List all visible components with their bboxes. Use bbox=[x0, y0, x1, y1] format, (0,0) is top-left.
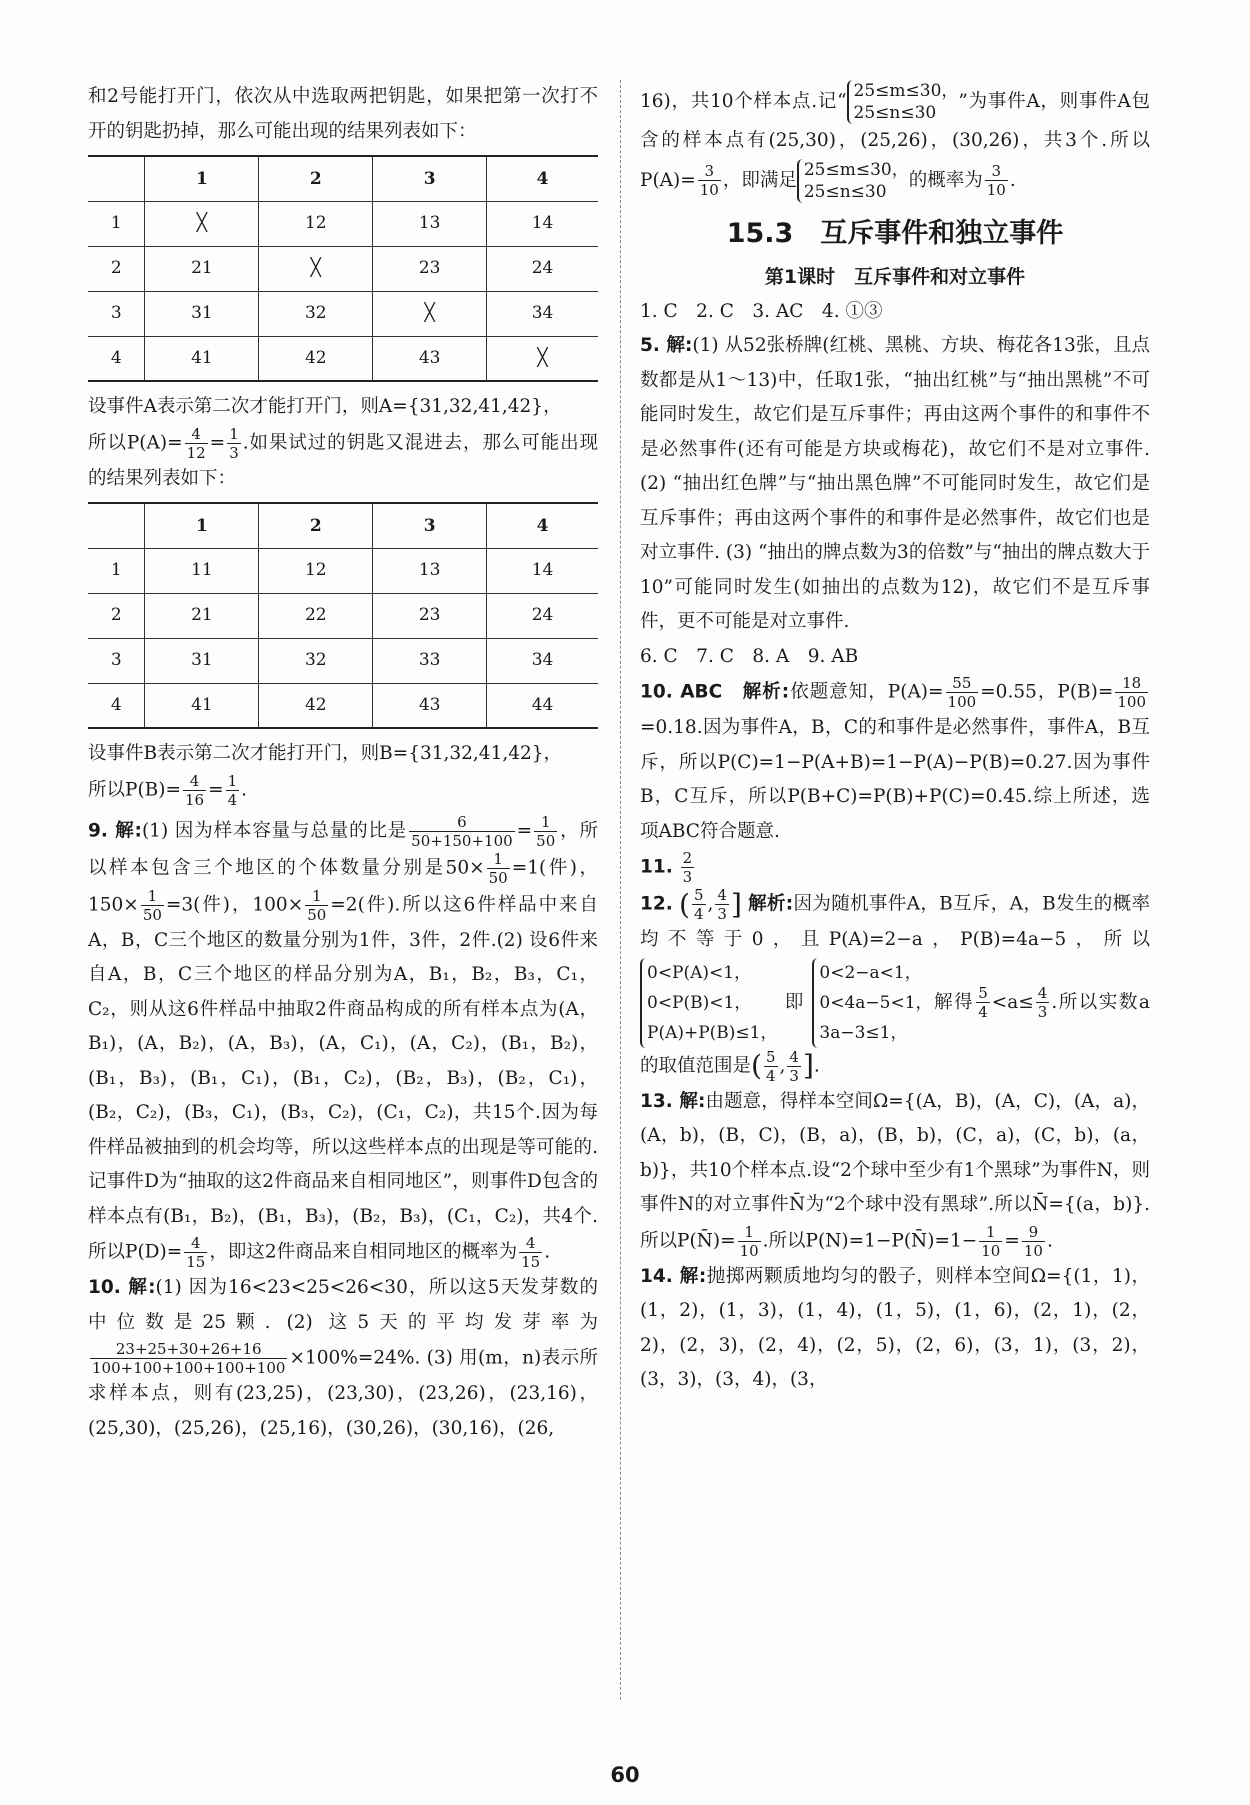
numerator: 4 bbox=[183, 772, 206, 791]
table-cell: 33 bbox=[373, 638, 487, 683]
text-run: . bbox=[241, 779, 248, 800]
denominator: 50 bbox=[142, 905, 162, 924]
denominator: 3 bbox=[682, 868, 693, 886]
table-cell: 21 bbox=[145, 593, 259, 638]
question-10 bbox=[88, 1271, 598, 1446]
system-line: 0<4a−5<1， bbox=[819, 992, 933, 1013]
table-cell: 31 bbox=[145, 638, 259, 683]
table-cell: 23 bbox=[373, 593, 487, 638]
text-run: 因为随机事件A，B互斥，A，B发生的概率均不等于0，且P(A)=2−a，P(B)=4a−5，所以 bbox=[640, 893, 1150, 950]
fraction bbox=[141, 887, 164, 924]
table-header-cell: 2 bbox=[259, 156, 373, 201]
system-line: 0<P(A)<1， bbox=[647, 962, 752, 983]
system-line: 25≤m≤30， bbox=[803, 159, 909, 180]
fraction bbox=[681, 849, 695, 886]
numerator: 1 bbox=[487, 850, 510, 869]
event-a-probability bbox=[88, 425, 598, 497]
fraction bbox=[1022, 1223, 1045, 1260]
numerator: 1 bbox=[738, 1223, 761, 1242]
fraction bbox=[979, 1223, 1002, 1260]
table-cell: 34 bbox=[487, 291, 598, 336]
left-column bbox=[88, 80, 598, 1446]
denominator: 100+100+100+100+100 bbox=[92, 1359, 286, 1377]
table-cell: 3 bbox=[88, 291, 145, 336]
system-line: 25≤m≤30， bbox=[853, 81, 959, 101]
denominator: 3 bbox=[717, 905, 727, 923]
table-cell: ╳ bbox=[145, 201, 259, 246]
table-row bbox=[88, 336, 598, 381]
numerator: 5 bbox=[978, 984, 988, 1002]
text-run: .所以实数a的取值范围是 bbox=[640, 991, 1150, 1076]
table-cell: 31 bbox=[145, 291, 259, 336]
numerator: 3 bbox=[985, 162, 1008, 181]
denominator: 50+150+100 bbox=[411, 831, 513, 850]
text-run: =0.55，P(B)= bbox=[980, 681, 1114, 703]
text-run: (1) 因为16<23<25<26<30，所以这5天发芽数的中位数是25颗. (2) 这5天的平均发芽率为 bbox=[88, 1277, 598, 1333]
question-number: 14. 解: bbox=[640, 1265, 707, 1287]
numerator: 9 bbox=[1022, 1223, 1045, 1242]
text-run: =3(件)，100× bbox=[165, 894, 304, 915]
numerator: 2 bbox=[682, 849, 693, 867]
question-5 bbox=[640, 329, 1150, 640]
table-cell: 42 bbox=[259, 683, 373, 728]
table-cell: 14 bbox=[487, 548, 598, 593]
numerator: 4 bbox=[1037, 984, 1048, 1002]
table-cell: 12 bbox=[259, 201, 373, 246]
table-cell: 43 bbox=[373, 336, 487, 381]
result-table-1 bbox=[88, 155, 598, 382]
table-cell: 13 bbox=[373, 548, 487, 593]
table-header-cell: 3 bbox=[373, 156, 487, 201]
numerator: 4 bbox=[789, 1047, 799, 1066]
text-run: ，即这2件商品来自相同地区的概率为 bbox=[209, 1241, 518, 1263]
fraction bbox=[764, 1048, 778, 1085]
text-run: (1) 因为样本容量与总量的比是 bbox=[141, 820, 408, 841]
fraction bbox=[185, 425, 208, 462]
fraction bbox=[90, 1340, 287, 1377]
column-divider bbox=[620, 80, 621, 1700]
fraction bbox=[409, 813, 514, 850]
table-cell: 22 bbox=[259, 593, 373, 638]
table-header-cell: 2 bbox=[259, 503, 373, 548]
text-run: = bbox=[1004, 1230, 1020, 1251]
denominator: 10 bbox=[1023, 1241, 1043, 1260]
text-run: 依题意知，P(A)= bbox=[789, 681, 944, 703]
answers-1-4: 1. C 2. C 3. AC 4. ①③ bbox=[640, 300, 883, 322]
table-header-cell: 1 bbox=[145, 503, 259, 548]
inequality-system bbox=[640, 958, 777, 1048]
fraction bbox=[227, 425, 241, 462]
table-row bbox=[88, 593, 598, 638]
numerator: 1 bbox=[979, 1223, 1002, 1242]
denominator: 4 bbox=[227, 790, 238, 809]
table-cell: 21 bbox=[145, 246, 259, 291]
table-cell: 1 bbox=[88, 548, 145, 593]
question-12: 12. ( $\frac{5}{4}$ , $\frac{4}{3}$ ] 解析:因为随机事件A，B互斥，A，B发生的概率均不等于0，且P(A)=2−a，P(B)=4a−5，所以 0<P(A)<1， 0<P(B)<1， P(A)+P(B)≤1， 即 0<2−a<1， 0<4a−5<1， 3a−3≤1， 解得 $\frac{5}{4}$ <a≤ $\frac{4}{3}$ .所以实数a的取值范围是( $\frac{5}{4}$ , $\frac{4}{3}$ ]. bbox=[640, 886, 1150, 1085]
system-line: P(A)+P(B)≤1， bbox=[647, 1022, 778, 1043]
text-run: . bbox=[813, 1055, 820, 1076]
table-cell: 24 bbox=[487, 246, 598, 291]
question-10-right bbox=[640, 674, 1150, 849]
text-run: . bbox=[544, 1241, 551, 1263]
numerator: 55 bbox=[946, 674, 979, 693]
table-cell: 32 bbox=[259, 291, 373, 336]
text-run: .如果试过的钥匙又混进去，那么可能出现的结果列表如下： bbox=[88, 432, 598, 489]
numerator: 5 bbox=[693, 886, 704, 904]
table-cell: 13 bbox=[373, 201, 487, 246]
denominator: 4 bbox=[765, 1066, 776, 1085]
numerator: 18 bbox=[1115, 674, 1148, 693]
table-cell: ╳ bbox=[487, 336, 598, 381]
text-run: 由题意，得样本空间Ω={(A，B)，(A，C)，(A，a)，(A，b)，(B，C)，(B，a)，(B，b)，(C，a)，(C，b)，(a，b)}，共10个样本点.设“2个球中至少有1个黑球”为事件N，则事件N的对立事件N̄为“2个球中没有黑球”.所以N̄={(a，b)}.所以P(N̄)= bbox=[640, 1090, 1150, 1251]
table-row bbox=[88, 548, 598, 593]
denominator: 12 bbox=[186, 443, 206, 462]
result-table-2 bbox=[88, 502, 598, 729]
table-cell: 1 bbox=[88, 201, 145, 246]
section-title: 15.3 互斥事件和独立事件 bbox=[726, 217, 1064, 249]
numerator: 1 bbox=[141, 887, 164, 906]
system-line: 0<2−a<1， bbox=[819, 962, 922, 983]
numerator: 4 bbox=[717, 886, 727, 904]
page-number: 60 bbox=[610, 1763, 640, 1787]
numerator: 3 bbox=[698, 162, 721, 181]
intro-paragraph: 和2号能打开门，依次从中选取两把钥匙，如果把第一次打不开的钥匙扔掉，那么可能出现的结果列表如下： bbox=[88, 86, 598, 142]
denominator: 100 bbox=[1117, 693, 1147, 711]
system-line: 3a−3≤1， bbox=[819, 1022, 908, 1043]
question-14 bbox=[640, 1260, 1150, 1398]
fraction bbox=[698, 162, 721, 199]
system-line: 25≤n≤30 bbox=[853, 103, 937, 123]
denominator: 50 bbox=[536, 831, 556, 850]
table-cell: 3 bbox=[88, 638, 145, 683]
fraction bbox=[985, 162, 1008, 199]
numerator: 1 bbox=[305, 887, 328, 906]
table-cell: 2 bbox=[88, 593, 145, 638]
fraction bbox=[305, 887, 328, 924]
analysis-label: 解析: bbox=[748, 893, 794, 915]
text-run: . bbox=[1046, 1230, 1053, 1251]
text-run: 的概率为 bbox=[908, 169, 983, 191]
system-line: 25≤n≤30 bbox=[803, 181, 887, 202]
numerator: 1 bbox=[229, 424, 239, 443]
fraction bbox=[1036, 984, 1050, 1021]
table-header-cell: 4 bbox=[487, 156, 598, 201]
table-header-cell bbox=[88, 156, 145, 201]
table-cell: 14 bbox=[487, 201, 598, 246]
table-cell: 23 bbox=[373, 246, 487, 291]
table-header-cell: 1 bbox=[145, 156, 259, 201]
fraction bbox=[226, 772, 240, 809]
inequality-system bbox=[847, 80, 959, 124]
text-run: 抛掷两颗质地均匀的骰子，则样本空间Ω={(1，1)，(1，2)，(1，3)，(1，4)，(1，5)，(1，6)，(2，1)，(2，2)，(2，3)，(2，4)，(2，5)，(2，6)，(3，1)，(3，2)，(3，3)，(3，4)，(3， bbox=[640, 1265, 1150, 1390]
question-9 bbox=[88, 813, 598, 1272]
question-number: 12. bbox=[640, 893, 673, 915]
numerator: 23+25+30+26+16 bbox=[90, 1340, 287, 1359]
fraction bbox=[692, 886, 706, 923]
table-cell: 41 bbox=[145, 683, 259, 728]
event-a-line: 设事件A表示第二次才能打开门，则A={31,32,41,42}， bbox=[88, 396, 562, 417]
fraction bbox=[738, 1223, 761, 1260]
table-row bbox=[88, 638, 598, 683]
table-header-cell: 4 bbox=[487, 503, 598, 548]
question-number: 9. 解: bbox=[88, 820, 142, 841]
answers-6-9: 6. C 7. C 8. A 9. AB bbox=[640, 645, 859, 667]
question-11 bbox=[640, 849, 1150, 886]
denominator: 3 bbox=[1037, 1003, 1048, 1021]
table-cell: 42 bbox=[259, 336, 373, 381]
fraction bbox=[787, 1048, 801, 1085]
fraction bbox=[184, 1234, 207, 1271]
denominator: 16 bbox=[184, 790, 205, 809]
text-run: 所以P(B)= bbox=[88, 779, 181, 800]
text-run: (1) 从52张桥牌(红桃、黑桃、方块、梅花各13张，且点数都是从1～13)中，任取1张，“抽出红桃”与“抽出黑桃”不可能同时发生，故它们是互斥事件；再由这两个事件的和事件不是必然事件(还有可能是方块或梅花)，故它们不是对立事件. (2) “抽出红色牌”与“抽出黑色牌”不可能同时发生，故它们是互斥事件；再由这两个事件的和事件是必然事件，故它们也是对立事件. (3) “抽出的牌点数为3的倍数”与“抽出的牌点数大于10”可能同时发生(如抽出的点数为12)，故它们不是互斥事件，更不可能是对立事件. bbox=[640, 335, 1150, 632]
text-run: 16)，共10个样本点.记 bbox=[640, 91, 838, 112]
denominator: 3 bbox=[789, 1066, 799, 1085]
fraction bbox=[183, 772, 206, 809]
question-number: 5. 解: bbox=[640, 335, 693, 356]
denominator: 15 bbox=[521, 1253, 541, 1271]
denominator: 50 bbox=[307, 905, 327, 924]
denominator: 15 bbox=[186, 1253, 206, 1271]
numerator: 6 bbox=[409, 813, 514, 832]
fraction bbox=[976, 984, 990, 1021]
fraction bbox=[946, 674, 979, 711]
event-b-line: 设事件B表示第二次才能打开门，则B={31,32,41,42}， bbox=[88, 743, 563, 764]
table-cell: ╳ bbox=[259, 246, 373, 291]
text-run: . bbox=[1009, 169, 1016, 191]
table-cell: 32 bbox=[259, 638, 373, 683]
table-cell: 4 bbox=[88, 683, 145, 728]
text-run: ，所以样本包含三个地区的个体数量分别是50× bbox=[88, 820, 598, 878]
numerator: 1 bbox=[227, 771, 238, 790]
denominator: 3 bbox=[229, 443, 239, 462]
numerator: 4 bbox=[185, 425, 208, 444]
table-cell: 11 bbox=[145, 548, 259, 593]
question-number: 13. 解: bbox=[640, 1090, 706, 1112]
system-line: 0<P(B)<1， bbox=[647, 992, 752, 1013]
table-cell: 41 bbox=[145, 336, 259, 381]
fraction bbox=[715, 886, 729, 923]
inequality-system bbox=[812, 958, 932, 1048]
fraction bbox=[519, 1234, 542, 1271]
table-row bbox=[88, 201, 598, 246]
table-header-cell bbox=[88, 503, 145, 548]
text-run: =2(件).所以这6件样品中来自A，B，C三个地区的数量分别为1件，3件，2件.(2) 设6件来自A，B，C三个地区的样品分别为A，B₁，B₂，B₃，C₁，C₂，则从这6件样品中抽取2件商品构成的所有样本点为(A，B₁)，(A，B₂)，(A，B₃)，(A，C₁)，(A，C₂)，(B₁，B₂)，(B₁，B₃)，(B₁，C₁)，(B₁，C₂)，(B₂，B₃)，(B₂，C₁)，(B₂，C₂)，(B₃，C₁)，(B₃，C₂)，(C₁，C₂)，共15个.因为每件样品被抽到的机会均等，所以这些样本点的出现是等可能的.记事件D为“抽取的这2件商品来自相同地区”，则事件D包含的样本点有(B₁，B₂)，(B₁，B₃)，(B₂，B₃)，(C₁，C₂)，共4个.所以P(D)= bbox=[88, 894, 598, 1263]
text-run: <a≤ bbox=[991, 991, 1034, 1013]
denominator: 10 bbox=[981, 1241, 1001, 1260]
table-cell: 4 bbox=[88, 336, 145, 381]
denominator: 4 bbox=[693, 905, 704, 923]
question-number: 10. ABC 解析: bbox=[640, 681, 790, 703]
denominator: 4 bbox=[978, 1003, 988, 1021]
numerator: 4 bbox=[184, 1234, 207, 1253]
question-13 bbox=[640, 1085, 1150, 1260]
table-cell: 43 bbox=[373, 683, 487, 728]
denominator: 50 bbox=[488, 868, 508, 887]
fraction bbox=[487, 850, 510, 887]
text-run: .所以P(N)=1−P(N̄)=1− bbox=[762, 1230, 978, 1251]
table-cell: ╳ bbox=[373, 291, 487, 336]
text-run: = bbox=[516, 820, 533, 841]
denominator: 10 bbox=[739, 1241, 759, 1260]
denominator: 100 bbox=[947, 693, 977, 711]
event-b-probability bbox=[88, 772, 598, 809]
text-run: =0.18.因为事件A，B，C的和事件是必然事件，事件A，B互斥，所以P(C)=1−P(A+B)=1−P(A)−P(B)=0.27.因为事件B，C互斥，所以P(B+C)=P(B)+P(C)=0.45.综上所述，选项ABC符合题意. bbox=[640, 717, 1150, 842]
text-run: = bbox=[208, 779, 224, 800]
table-header-row bbox=[88, 503, 598, 548]
numerator: 5 bbox=[765, 1047, 776, 1066]
question-10-continued: 16)，共10个样本点.记“ 25≤m≤30， 25≤n≤30 ”为事件A，则事件A包含的样本点有(25,30)，(25,26)，(30,26)，共3个.所以P(A)= $\frac{3}{10}$ ，即满足 25≤m≤30， 25≤n≤30 的概率为 $\frac{3}{10}$ . bbox=[640, 81, 1150, 202]
table-cell: 44 bbox=[487, 683, 598, 728]
text-run: =1(件)，150× bbox=[88, 857, 598, 915]
denominator: 10 bbox=[986, 181, 1006, 199]
text-run: ，即满足 bbox=[722, 169, 797, 191]
numerator: 1 bbox=[534, 813, 557, 832]
table-header-row bbox=[88, 156, 598, 201]
lesson-title: 第1课时 互斥事件和对立事件 bbox=[764, 265, 1026, 288]
numerator: 4 bbox=[519, 1234, 542, 1253]
table-cell: 12 bbox=[259, 548, 373, 593]
fraction bbox=[534, 813, 557, 850]
inequality-system bbox=[797, 159, 909, 203]
text-run: 解得 bbox=[932, 991, 975, 1013]
table-header-cell: 3 bbox=[373, 503, 487, 548]
right-column bbox=[640, 80, 1150, 1398]
table-row bbox=[88, 246, 598, 291]
question-number: 11. bbox=[640, 856, 673, 878]
text-run: 所以P(A)= bbox=[88, 432, 183, 453]
fraction bbox=[1115, 674, 1148, 711]
table-cell: 24 bbox=[487, 593, 598, 638]
text-run: ”为事件A，则事件A包含的样本点有(25,30)，(25,26)，(30,26)，共3个.所以P(A)= bbox=[640, 91, 1150, 191]
text-run: ×100%=24%. (3) 用(m，n)表示所求样本点，则有(23,25)，(23,30)，(23,26)，(23,16)，(25,30)，(25,26)，(25,16)，(30,26)，(30,16)，(26, bbox=[88, 1347, 598, 1439]
table-row bbox=[88, 291, 598, 336]
question-number: 10. 解: bbox=[88, 1277, 156, 1298]
denominator: 10 bbox=[699, 181, 719, 199]
text-run: = bbox=[209, 432, 226, 453]
table-cell: 34 bbox=[487, 638, 598, 683]
table-row bbox=[88, 683, 598, 728]
table-cell: 2 bbox=[88, 246, 145, 291]
text-run: 即 bbox=[784, 991, 805, 1013]
